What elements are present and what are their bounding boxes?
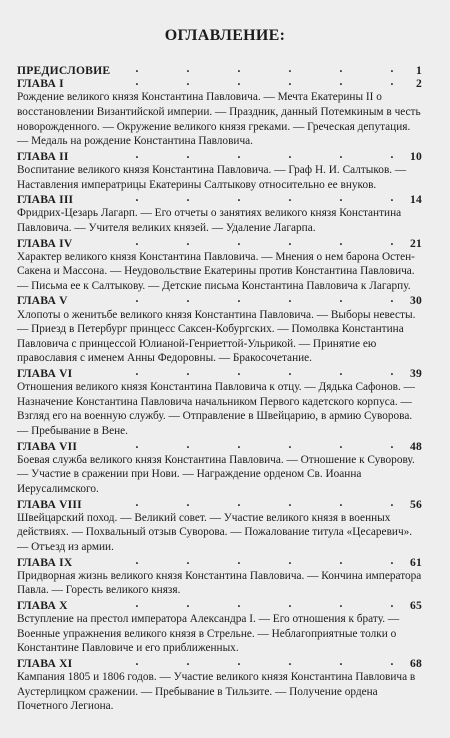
toc-entry — [17, 553, 422, 598]
chapter-summary: Фридрих-Цезарь Лагарп. — Его отчеты о занятиях великого князя Константина Павловича. — Учителя великих князей. — Удаление Лагарпа. — [17, 207, 402, 234]
toc-entry-heading-row — [17, 294, 422, 307]
dot-leader: . . . . . . — [135, 75, 394, 89]
page-title: ОГЛАВЛЕНИЕ: — [164, 27, 286, 44]
page-number: 21 — [410, 236, 422, 250]
toc-entry — [17, 193, 422, 235]
chapter-heading: ГЛАВА III — [17, 193, 74, 207]
dot-leader: . . . . . . — [135, 147, 394, 161]
page-number: 30 — [410, 294, 422, 308]
chapter-summary: Характер великого князя Константина Павловича. — Мнения о нем барона Остен-Сакена и Массона. — Неудовольствие Екатерины против Константина Павловича. — Письма ее к Салтыкову. — Детские письма Константина Павловича к Лагарпу. — [17, 250, 415, 292]
chapter-heading: ГЛАВА V — [17, 294, 68, 308]
chapter-summary: Вступление на престол императора Александра I. — Его отношения к брату. — Военные упражнения великого князя в Стрельне. — Неблагоприятные толки о Константине Павловиче и его приближенных. — [17, 613, 400, 655]
chapter-heading: ГЛАВА IX — [17, 555, 73, 569]
chapter-heading: ГЛАВА I — [17, 77, 64, 91]
toc-entry — [17, 77, 422, 149]
toc-entry — [17, 495, 422, 555]
chapter-summary: Боевая служба великого князя Константина Павловича. — Отношение к Суворову. — Участие в сражении при Нови. — Награждение орденом Св. Иоанна Иерусалимского. — [17, 453, 415, 495]
chapter-heading: ГЛАВА VI — [17, 367, 73, 381]
page-number: 2 — [416, 77, 422, 91]
page-number: 14 — [410, 193, 422, 207]
toc-entry-heading-row — [17, 495, 422, 511]
page-number: 10 — [410, 149, 422, 163]
toc-entry — [17, 437, 422, 497]
dot-leader: . . . . . . — [135, 365, 394, 379]
chapter-summary: Кампания 1805 и 1806 годов. — Участие великого князя Константина Павловича в Аустерлицком сражении. — Пребывание в Тильзите. — Получение ордена Почетного Легиона. — [17, 671, 416, 713]
chapter-heading: ГЛАВА XI — [17, 656, 73, 670]
chapter-heading: ГЛАВА VII — [17, 439, 78, 453]
chapter-summary: Придворная жизнь великого князя Константина Павловича. — Кончина императора Павла. — Горесть великого князя. — [17, 569, 422, 597]
toc-entry-heading-row — [17, 437, 422, 453]
toc-entry — [17, 367, 422, 439]
chapter-heading: ГЛАВА II — [17, 149, 69, 163]
page-number: 65 — [410, 598, 422, 612]
table-of-contents — [17, 64, 422, 715]
toc-entry-heading-row — [17, 234, 422, 250]
toc-entry-heading-row — [17, 596, 422, 612]
dot-leader: . . . . . . — [135, 62, 394, 75]
toc-entry-heading-row — [17, 193, 422, 206]
toc-entry-heading-row — [17, 77, 422, 90]
toc-entry-heading-row — [17, 367, 422, 380]
page-number: 56 — [410, 497, 422, 511]
chapter-summary: Воспитание великого князя Константина Павловича. — Граф Н. И. Салтыков. — Наставления императрицы Екатерины Салтыкову относительно ее внуков. — [17, 163, 407, 191]
page-number: 61 — [410, 555, 422, 569]
chapter-heading: ГЛАВА IV — [17, 236, 73, 250]
dot-leader: . . . . . . — [135, 495, 394, 509]
dot-leader: . . . . . . — [135, 553, 394, 567]
toc-entry — [17, 234, 422, 294]
toc-entry-heading-row — [17, 553, 422, 569]
page-number: 68 — [410, 656, 422, 670]
toc-entry — [17, 294, 422, 366]
dot-leader: . . . . . . — [135, 596, 394, 610]
toc-entry-heading-row — [17, 147, 422, 163]
page-number: 39 — [410, 367, 422, 381]
page-number: 48 — [410, 439, 422, 453]
chapter-summary: Хлопоты о женитьбе великого князя Константина Павловича. — Выборы невесты. — Приезд в Петербург принцесс Саксен-Кобургских. — Помолвка Константина Павловича с принцессой Юлианой-Генриеттой-Ульрикой. — Принятие ею православия с именем Анны Федоровны. — Бракосочетание. — [17, 308, 416, 365]
toc-entry — [17, 147, 422, 192]
chapter-summary: Рождение великого князя Константина Павловича. — Мечта Екатерины II о восстановлении Византийской империи. — Праздник, данный Потемкиным в честь новорожденного. — Окружение великого князя греками. — Греческая депутация. — Медаль на рождение Константина Павловича. — [17, 91, 421, 148]
toc-entry-heading-row — [17, 654, 422, 670]
chapter-heading: ПРЕДИСЛОВИЕ — [17, 64, 111, 77]
chapter-heading: ГЛАВА X — [17, 598, 68, 612]
dot-leader: . . . . . . — [135, 292, 394, 306]
chapter-heading: ГЛАВА VIII — [17, 497, 82, 511]
toc-entry — [17, 596, 422, 656]
toc-entry — [17, 654, 422, 714]
dot-leader: . . . . . . — [135, 234, 394, 248]
page-number: 1 — [416, 64, 422, 77]
chapter-summary: Отношения великого князя Константина Павловича к отцу. — Дядька Сафонов. — Назначение Константина Павловича начальником Первого кадетского корпуса. — Взгляд его на военную службу. — Отправление в Швейцарию, в армию Суворова. — Пребывание в Вене. — [17, 381, 415, 437]
dot-leader: . . . . . . — [135, 437, 394, 451]
dot-leader: . . . . . . — [135, 654, 394, 668]
dot-leader: . . . . . . — [135, 191, 394, 205]
chapter-summary: Швейцарский поход. — Великий совет. — Участие великого князя в военных действиях. — Похвальный отзыв Суворова. — Пожалование титула «Цесаревич». — Отъезд из армии. — [17, 511, 413, 553]
